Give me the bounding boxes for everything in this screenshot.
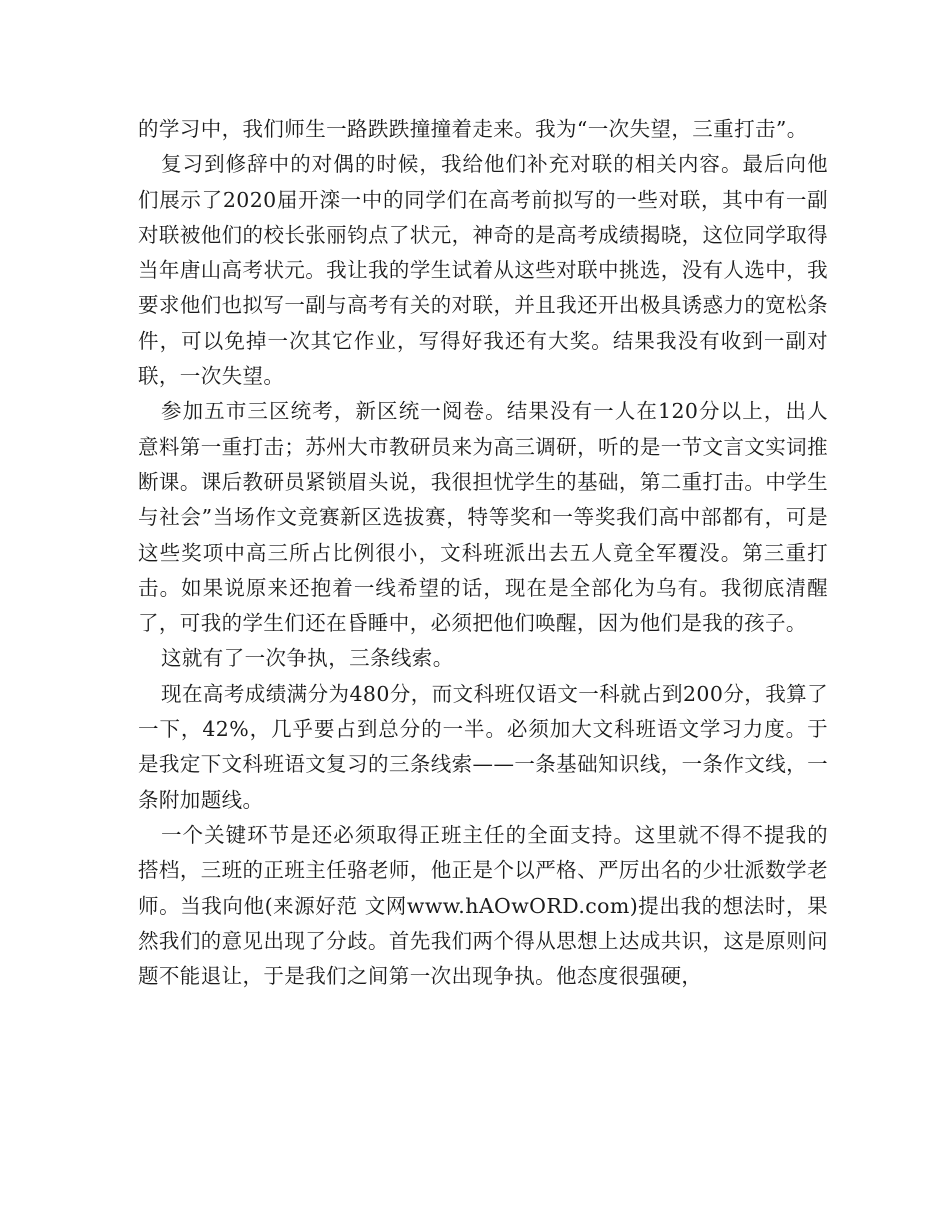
document-body [138,112,828,994]
paragraph-head-teacher: 一个关键环节是还必须取得正班主任的全面支持。这里就不得不提我的搭档，三班的正班主任骆老师，他正是个以严格、严厉出名的少壮派数学老师。当我向他(来源好范 文网www.hAOwORD.com)提出我的想法时，果然我们的意见出现了分歧。首先我们两个得从思想上达成共识，这是原则问题不能退让，于是我们之间第一次出现争执。他态度很强硬， [138,822,828,989]
paragraph-three-blows: 参加五市三区统考，新区统一阅卷。结果没有一人在120分以上，出人意料第一重打击；苏州大市教研员来为高三调研，听的是一节文言文实词推断课。课后教研员紧锁眉头说，我很担忧学生的基础，第二重打击。中学生与社会”当场作文竞赛新区选拔赛，特等奖和一等奖我们高中部都有，可是这些奖项中高三所占比例很小，文科班派出去五人竟全军覆没。第三重打击。如果说原来还抱着一线希望的话，现在是全部化为乌有。我彻底清醒了，可我的学生们还在昏睡中，必须把他们唤醒，因为他们是我的孩子。 [138,399,828,636]
paragraph-dispute-intro: 这就有了一次争执，三条线索。 [161,646,454,671]
paragraph-three-clues: 现在高考成绩满分为480分，而文科班仅语文一科就占到200分，我算了一下，42%，几乎要占到总分的一半。必须加大文科班语文学习力度。于是我定下文科班语文复习的三条线索——一条基础知识线，一条作文线，一条附加题线。 [138,681,828,812]
paragraph-continued: 的学习中，我们师生一路跌跌撞撞着走来。我为“一次失望，三重打击”。 [138,117,808,141]
paragraph-couplets: 复习到修辞中的对偶的时候，我给他们补充对联的相关内容。最后向他们展示了2020届开滦一中的同学们在高考前拟写的一些对联，其中有一副对联被他们的校长张丽钧点了状元，神奇的是高考成绩揭晓，这位同学取得当年唐山高考状元。我让我的学生试着从这些对联中挑选，没有人选中，我要求他们也拟写一副与高考有关的对联，并且我还开出极具诱惑力的宽松条件，可以免掉一次其它作业，写得好我还有大奖。结果我没有收到一副对联，一次失望。 [138,152,828,389]
